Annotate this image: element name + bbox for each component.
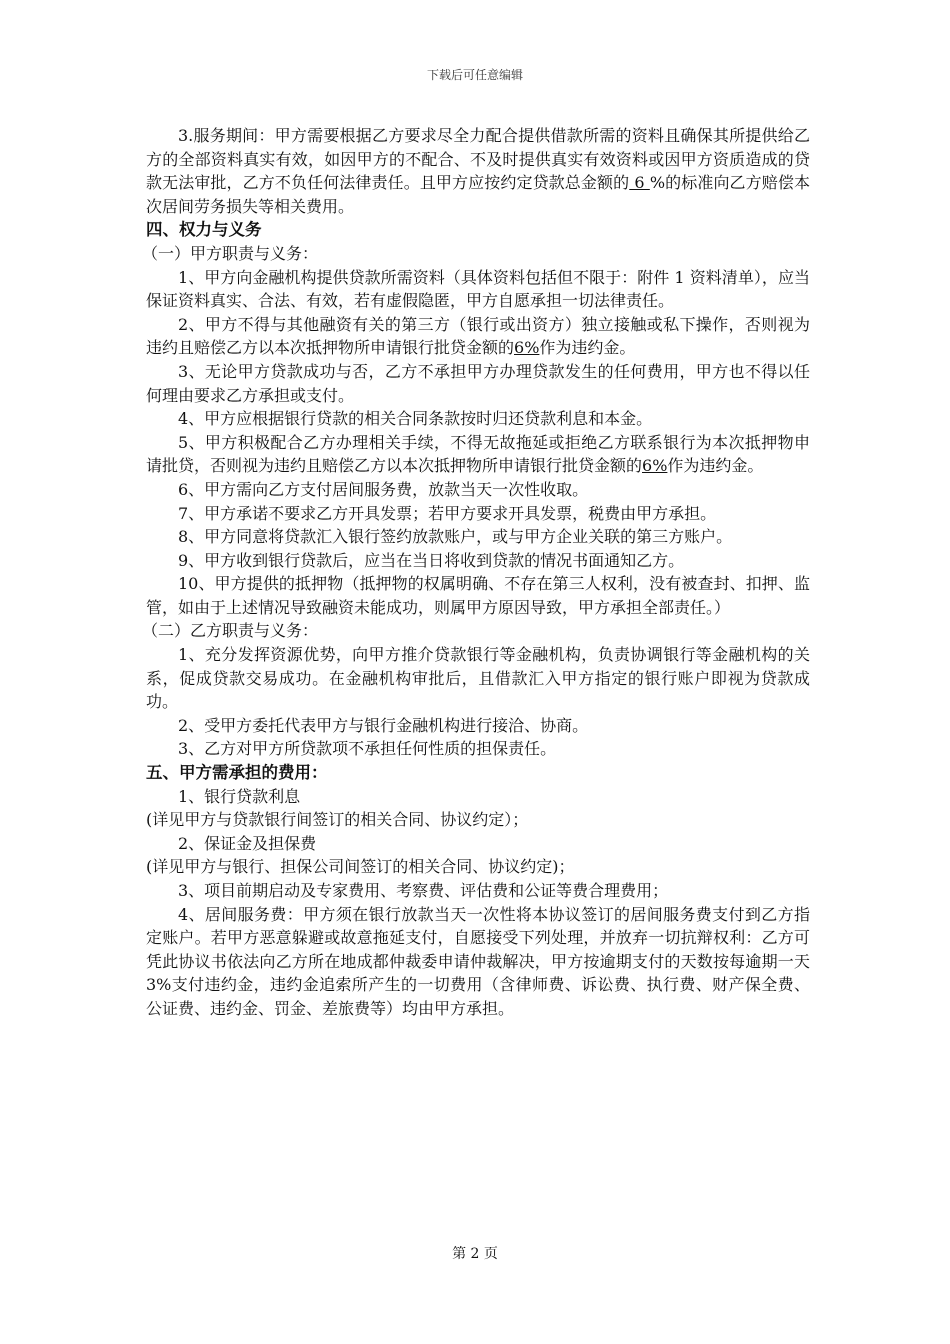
paragraph	[146, 737, 810, 761]
text-run: 3、乙方对甲方所贷款项不承担任何性质的担保责任。	[178, 739, 557, 759]
text-run: 1、银行贷款利息	[178, 786, 301, 806]
text-run: 5、甲方积极配合乙方办理相关手续，不得无故拖延或拒绝乙方联系银行为本次抵押物申请批贷，否则视为违约且赔偿乙方以本次抵押物所申请银行批贷金额的	[146, 432, 810, 476]
paragraph	[146, 525, 810, 549]
text-run: 3.服务期间：甲方需要根据乙方要求尽全力配合提供借款所需的资料且确保其所提供给乙方的全部资料真实有效，如因甲方的不配合、不及时提供真实有效资料或因甲方资质造成的贷款无法审批，乙方不负任何法律责任。且甲方应按约定贷款总金额的	[146, 126, 810, 193]
text-run: 6、甲方需向乙方支付居间服务费，放款当天一次性收取。	[178, 479, 589, 499]
page-header: 下载后可任意编辑	[426, 68, 523, 82]
text-run: 作为违约金。	[539, 338, 636, 358]
document-body	[142, 124, 810, 1021]
text-run: 3、项目前期启动及专家费用、考察费、评估费和公证等费合理费用；	[178, 881, 669, 900]
paragraph	[146, 407, 810, 431]
paragraph	[146, 903, 810, 1021]
paragraph	[146, 785, 810, 809]
subsection-heading	[142, 619, 810, 643]
paragraph	[146, 431, 810, 478]
text-run: 1、甲方向金融机构提供贷款所需资料（具体资料包括但不限于：附件 1 资料清单），应当保证资料真实、合法、有效，若有虚假隐匿，甲方自愿承担一切法律责任。	[146, 267, 810, 311]
paragraph	[146, 879, 810, 903]
text-run: 4、甲方应根据银行贷款的相关合同条款按时归还贷款利息和本金。	[178, 409, 653, 429]
text-run: 作为违约金。	[667, 456, 764, 476]
text-run: 2、甲方不得与其他融资有关的第三方（银行或出资方）独立接触或私下操作，否则视为违约且赔偿乙方以本次抵押物所申请银行批贷金额的	[146, 314, 810, 358]
underlined-value: 6	[629, 173, 650, 193]
text-run: 2、受甲方委托代表甲方与银行金融机构进行接洽、协商。	[178, 715, 589, 735]
underlined-value: 6%	[514, 338, 540, 358]
text-run: (详见甲方与贷款银行间签订的相关合同、协议约定）；	[146, 810, 529, 830]
paragraph	[146, 502, 810, 526]
paragraph	[146, 124, 810, 218]
text-run: 3、无论甲方贷款成功与否，乙方不承担甲方办理贷款发生的任何费用，甲方也不得以任何理由要求乙方承担或支付。	[146, 361, 810, 405]
paragraph	[146, 714, 810, 738]
paragraph	[146, 549, 810, 573]
text-run: 五、甲方需承担的费用：	[146, 763, 328, 783]
text-run: （一）甲方职责与义务：	[142, 243, 319, 263]
text-run: 4、居间服务费：甲方须在银行放款当天一次性将本协议签订的居间服务费支付到乙方指定账户。若甲方恶意躲避或故意拖延支付，自愿接受下列处理，并放弃一切抗辩权利：乙方可凭此协议书依法向乙方所在地成都仲裁委申请仲裁解决，甲方按逾期支付的天数按每逾期一天 3%支付违约金，违约金追索所产生的一切费用（含律师费、诉讼费、执行费、财产保全费、公证费、违约金、罚金、差旅费等）均由甲方承担。	[146, 904, 810, 1018]
text-run: 四、权力与义务	[146, 220, 262, 240]
paragraph	[146, 478, 810, 502]
paragraph	[146, 808, 810, 832]
section-heading	[146, 218, 810, 242]
text-run: 9、甲方收到银行贷款后，应当在当日将收到贷款的情况书面通知乙方。	[178, 550, 685, 570]
paragraph	[146, 360, 810, 407]
text-run: 1、充分发挥资源优势，向甲方推介贷款银行等金融机构，负责协调银行等金融机构的关系，促成贷款交易成功。在金融机构审批后，且借款汇入甲方指定的银行账户即视为贷款成功。	[146, 645, 810, 712]
text-run: 2、保证金及担保费	[178, 833, 317, 853]
text-run: (详见甲方与银行、担保公司间签订的相关合同、协议约定)；	[146, 857, 575, 877]
paragraph	[146, 266, 810, 313]
paragraph	[146, 832, 810, 856]
paragraph	[146, 643, 810, 714]
page-number: 第 2 页	[452, 1246, 498, 1262]
text-run: 7、甲方承诺不要求乙方开具发票；若甲方要求开具发票，税费由甲方承担。	[178, 503, 717, 523]
paragraph	[146, 855, 810, 879]
subsection-heading	[142, 242, 810, 266]
text-run: 8、甲方同意将贷款汇入银行签约放款账户，或与甲方企业关联的第三方账户。	[178, 527, 733, 547]
section-heading	[146, 761, 810, 785]
underlined-value: 6%	[642, 456, 668, 476]
text-run: 10、甲方提供的抵押物（抵押物的权属明确、不存在第三人权利，没有被查封、扣押、监管，如由于上述情况导致融资未能成功，则属甲方原因导致，甲方承担全部责任。）	[146, 574, 810, 617]
text-run: （二）乙方职责与义务：	[142, 621, 319, 641]
text-run: %的标准向乙方赔偿本次居间劳务损失等相关费用。	[146, 173, 810, 216]
paragraph	[146, 572, 810, 619]
paragraph	[146, 313, 810, 360]
